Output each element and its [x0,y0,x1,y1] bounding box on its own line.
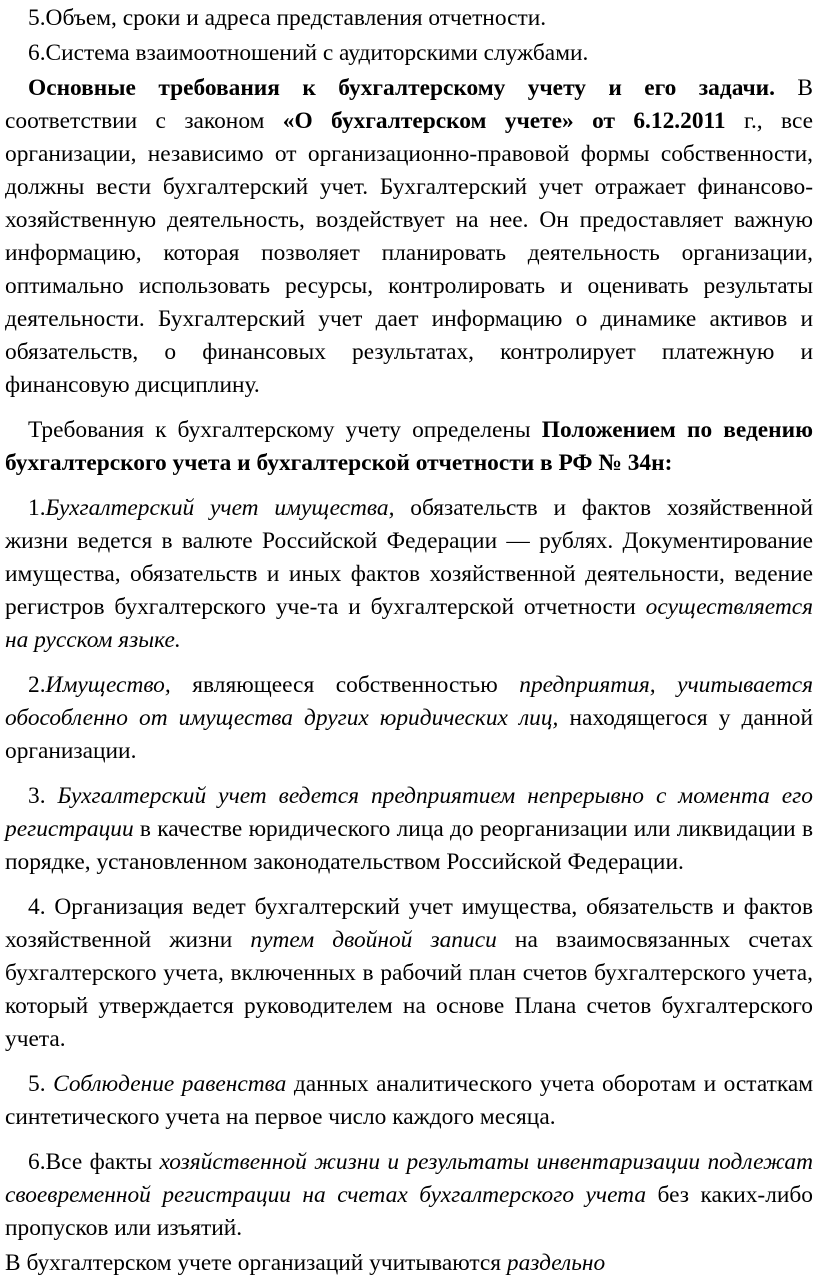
item-number: 1. [28,495,46,521]
final-italic: раздельно [506,1250,606,1276]
section-heading: Основные требования к бухгалтерскому учету и его задачи. [28,75,775,101]
item-italic: осуществляется на русском языке. [5,594,813,653]
requirement-item-1 [5,492,813,657]
item-number: 4. [28,894,55,920]
item-text: находящегося у данной организации. [5,705,813,764]
regulation-reference: Положением по ведению бухгалтерского учета и бухгалтерской отчетности в РФ № 34н: [5,417,814,476]
list-text: Объем, сроки и адреса представления отчетности. [45,5,547,31]
item-number: 3. [28,783,58,809]
item-text: в качестве юридического лица до реорганизации или ликвидации в порядке, установленном законодательством Российской Федерации. [5,816,813,875]
item-italic: Бухгалтерский учет ведется предприятием непрерывно с момента его регистрации [5,783,814,842]
law-reference: «О бухгалтерском учете» от 6.12.2011 [282,108,726,134]
list-item-sistema [5,37,813,70]
item-text: Все факты [45,1149,160,1175]
item-italic: Бухгалтерский учет имущества, [45,495,395,521]
requirement-item-2 [5,669,813,768]
requirement-item-4 [5,891,813,1056]
item-italic: предприятия, учитывается обособленно от имущества других юридических лиц, [5,672,813,731]
section-text-1: В соответствии с законом [5,75,813,134]
item-italic: хозяйственной жизни и результаты инвентаризации подлежат своевременной регистрации на счетах бухгалтерского учета [5,1149,813,1208]
section-paragraph [5,72,813,402]
item-text: данных аналитического учета оборотам и остаткам синтетического учета на первое число каждого месяца. [5,1071,814,1130]
requirement-item-3 [5,780,813,879]
item-number: 6. [28,1149,46,1175]
section-text-2: г., все организации, независимо от организационно-правовой формы собственности, должны вести бухгалтерский учет. Бухгалтерский учет отражает финансово-хозяйственную деятельность, воздействует на нее. Он предоставляет важную информацию, которая позволяет планировать деятельность организации, оптимально использовать ресурсы, контролировать и оценивать результаты деятельности. Бухгалтерский учет дает информацию о динамике активов и обязательств, о финансовых результатах, контролирует платежную и финансовую дисциплину. [5,108,813,398]
list-item-objem [5,2,813,35]
requirement-item-6 [5,1146,813,1245]
item-italic: Соблюдение равенства [53,1071,287,1097]
item-text: без каких-либо пропусков или изъятий. [5,1182,813,1241]
item-italic: Имущество, [45,672,171,698]
item-italic: путем двойной записи [250,927,497,953]
requirement-item-5 [5,1068,813,1134]
item-number: 5. [28,1071,54,1097]
item-text: обязательств и фактов хозяйственной жизни ведется в валюте Российской Федерации — рублях. Документирование имущества, обязательств и иных фактов хозяйственной деятельности, ведение регистров бухгалтерского уче-та и бухгалтерской отчетности [5,495,813,620]
requirements-paragraph [5,414,813,480]
final-text: В бухгалтерском учете организаций учитываются [5,1250,507,1276]
item-text: Организация ведет бухгалтерский учет имущества, обязательств и фактов хозяйственной жизни [5,894,813,953]
requirements-lead: Требования к бухгалтерскому учету определены [28,417,542,443]
list-text: Система взаимоотношений с аудиторскими службами. [45,40,589,66]
final-line [5,1247,813,1280]
item-text: являющееся собственностью [170,672,520,698]
item-number: 2. [28,672,46,698]
list-number: 6. [28,40,46,66]
item-text: на взаимосвязанных счетах бухгалтерского учета, включенных в рабочий план счетов бухгалтерского учета, который утверждается руководителем на основе Плана счетов бухгалтерского учета. [5,927,813,1052]
list-number: 5. [28,5,46,31]
